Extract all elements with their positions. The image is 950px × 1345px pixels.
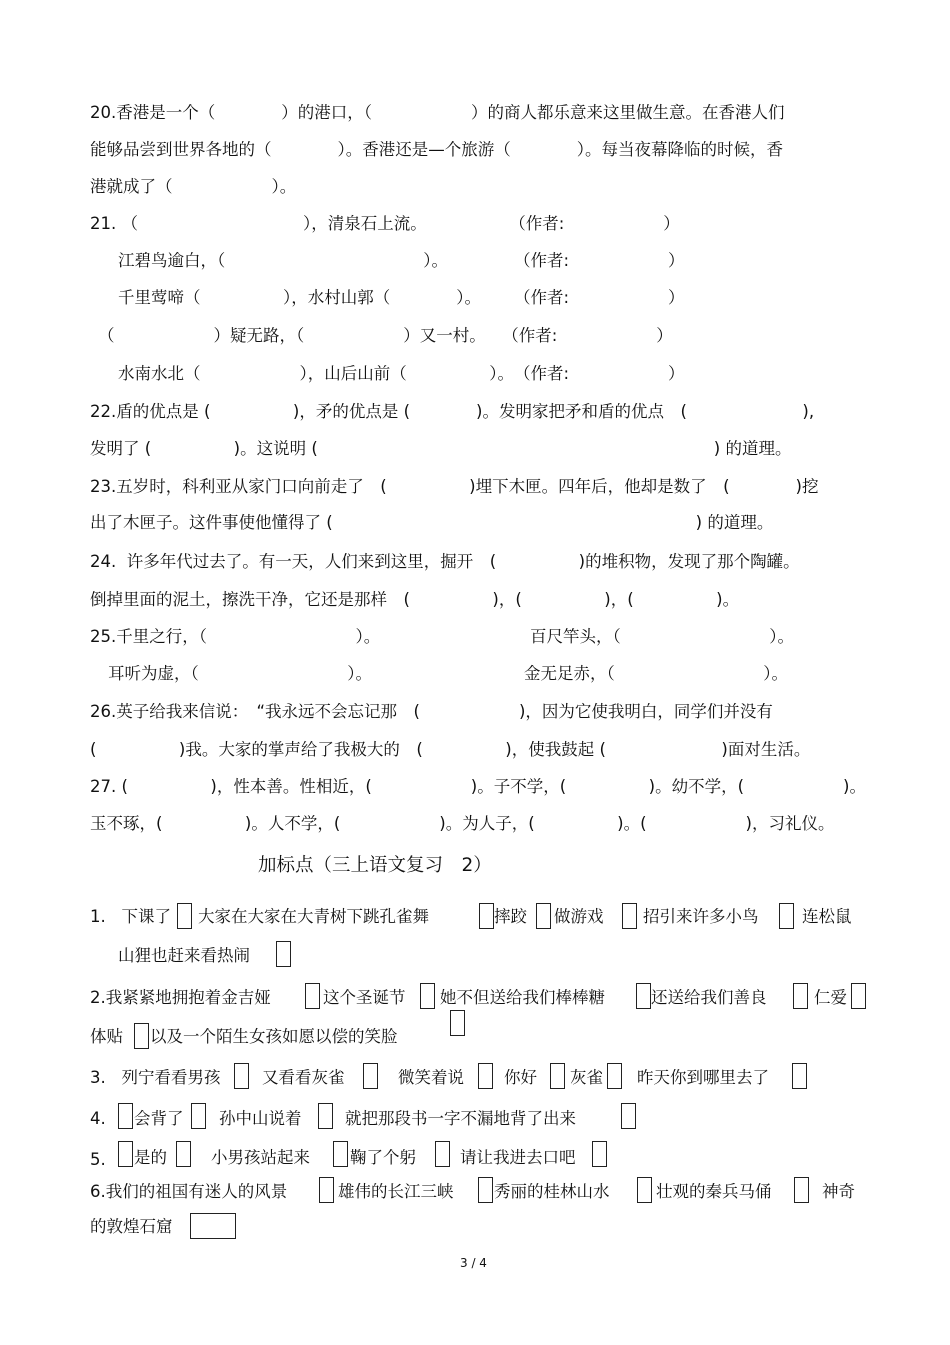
punctuation-box[interactable]: [276, 941, 291, 967]
punctuation-box[interactable]: [478, 1177, 493, 1203]
punctuation-box[interactable]: [363, 1063, 378, 1089]
p2-seg-5: 体贴: [90, 1027, 123, 1046]
p1-seg-5: 连松鼠: [802, 907, 852, 926]
p3-seg-0: 3. 列宁看看男孩: [90, 1068, 221, 1087]
p2-seg-1: 这个圣诞节: [323, 988, 406, 1007]
p1-seg-4: 招引来许多小鸟: [643, 907, 759, 926]
punctuation-box[interactable]: [305, 983, 320, 1009]
p1-seg-0: 1. 下课了: [90, 907, 171, 926]
p1-seg-1: 大家在大家在大青树下跳孔雀舞: [198, 907, 429, 926]
q21-line5: 水南水北（ ），山后山前（ ）。 （作者: ）: [118, 364, 685, 383]
q24-line1: 24. 许多年代过去了。有一天，人们来到这里，掘开 ( )的堆积物，发现了那个陶罐。: [90, 552, 800, 571]
p3-seg-4: 灰雀: [570, 1068, 603, 1087]
punctuation-box[interactable]: [420, 983, 435, 1009]
punctuation-box[interactable]: [191, 1103, 206, 1129]
punctuation-box[interactable]: [637, 1177, 652, 1203]
p6-seg-3: 壮观的秦兵马俑: [656, 1182, 772, 1201]
punctuation-box[interactable]: [621, 1103, 636, 1129]
q21-line2: 江碧鸟逾白，（ ）。 （作者: ）: [118, 251, 685, 270]
punctuation-box[interactable]: [134, 1023, 149, 1049]
q26-line2: ( )我。大家的掌声给了我极大的 ( )，使我鼓起 ( )面对生活。: [90, 740, 811, 759]
punctuation-box[interactable]: [234, 1063, 249, 1089]
punctuation-box[interactable]: [118, 1141, 133, 1167]
q23-line1: 23.五岁时，科利亚从家门口向前走了 ( )埋下木匣。四年后，他却是数了 ( )挖: [90, 477, 819, 496]
q27-line2: 玉不琢，( )。人不学，( )。为人子，( )。( )，习礼仪。: [90, 814, 835, 833]
section-title: 加标点（三上语文复习 2）: [258, 855, 492, 876]
q24-line2: 倒掉里面的泥土，擦洗干净，它还是那样 ( )，( )，( )。: [90, 590, 740, 609]
q21-line4: （ ）疑无路，（ ）又一村。 （作者: ）: [98, 326, 673, 345]
q25-line1b: 百尺竿头，（ ）。: [530, 627, 794, 646]
q22-line1: 22.盾的优点是 ( )，矛的优点是 ( )。发明家把矛和盾的优点 ( ),: [90, 402, 815, 421]
p5-seg-3: 鞠了个躬: [350, 1148, 416, 1167]
q26-line1: 26.英子给我来信说： “我永远不会忘记那 ( )，因为它使我明白，同学们并没有: [90, 702, 773, 721]
p4-seg-0: 4.: [90, 1109, 106, 1128]
punctuation-box[interactable]: [592, 1141, 607, 1167]
p6-seg-1: 雄伟的长江三峡: [338, 1182, 454, 1201]
p3-seg-3: 你好: [504, 1068, 537, 1087]
p4-seg-1: 会背了: [134, 1109, 184, 1128]
punctuation-box[interactable]: [177, 903, 192, 929]
p2-seg-4: 仁爱: [814, 988, 847, 1007]
p6-seg-2: 秀丽的桂林山水: [494, 1182, 610, 1201]
q25-line2b: 金无足赤，（ ）。: [524, 664, 788, 683]
q27-line1: 27. ( )，性本善。性相近，( )。子不学，( )。幼不学，( )。: [90, 777, 866, 796]
punctuation-box[interactable]: [478, 1063, 493, 1089]
p3-seg-1: 又看看灰雀: [262, 1068, 345, 1087]
punctuation-box[interactable]: [779, 903, 794, 929]
punctuation-box[interactable]: [479, 903, 494, 929]
punctuation-box[interactable]: [550, 1063, 565, 1089]
p6-seg-4: 神奇: [822, 1182, 855, 1201]
p5-seg-0: 5.: [90, 1150, 106, 1169]
q25-line2a: 耳听为虚，（ ）。: [108, 664, 372, 683]
p5-seg-1: 是的: [134, 1148, 167, 1167]
punctuation-box[interactable]: [636, 983, 651, 1009]
punctuation-box[interactable]: [118, 1103, 133, 1129]
p1-seg-2: 摔跤: [494, 907, 527, 926]
q21-line3: 千里莺啼（ ），水村山郭（ ）。 （作者: ）: [118, 288, 685, 307]
punctuation-box[interactable]: [792, 1063, 807, 1089]
punctuation-box[interactable]: [607, 1063, 622, 1089]
q20-line1: 20.香港是一个（ ）的港口，（ ）的商人都乐意来这里做生意。在香港人们: [90, 103, 785, 122]
p1-seg-6: 山狸也赶来看热闹: [118, 946, 250, 965]
p5-seg-4: 请让我进去口吧: [460, 1148, 576, 1167]
p1-seg-3: 做游戏: [554, 907, 604, 926]
q23-line2: 出了木匣子。这件事使他懂得了 ( ) 的道理。: [90, 513, 774, 532]
p3-seg-2: 微笑着说: [398, 1068, 464, 1087]
p4-seg-3: 就把那段书一字不漏地背了出来: [345, 1109, 576, 1128]
q20-line2: 能够品尝到世界各地的（ ）。香港还是—个旅游（ ）。每当夜幕降临的时候，香: [90, 140, 783, 159]
q20-line3: 港就成了（ ）。: [90, 177, 297, 196]
punctuation-box[interactable]: [536, 903, 551, 929]
punctuation-box[interactable]: [319, 1177, 334, 1203]
q25-line1a: 25.千里之行，（ ）。: [90, 627, 381, 646]
p6-seg-0: 6.我们的祖国有迷人的风景: [90, 1182, 288, 1201]
page-number: 3 / 4: [460, 1256, 487, 1270]
p6-seg-5: 的敦煌石窟: [90, 1217, 173, 1236]
punctuation-box[interactable]: [435, 1141, 450, 1167]
p2-seg-0: 2.我紧紧地拥抱着金吉娅: [90, 988, 271, 1007]
punctuation-box[interactable]: [333, 1141, 348, 1167]
p2-seg-3: 还送给我们善良: [651, 988, 767, 1007]
punctuation-box[interactable]: [190, 1213, 236, 1239]
punctuation-box[interactable]: [851, 983, 866, 1009]
punctuation-box[interactable]: [450, 1010, 465, 1036]
punctuation-box[interactable]: [793, 983, 808, 1009]
punctuation-box[interactable]: [318, 1103, 333, 1129]
punctuation-box[interactable]: [622, 903, 637, 929]
p2-seg-2: 她不但送给我们棒棒糖: [440, 988, 605, 1007]
q21-line1: 21. （ ），清泉石上流。 （作者: ）: [90, 214, 680, 233]
q22-line2: 发明了 ( )。这说明 ( ) 的道理。: [90, 439, 792, 458]
punctuation-box[interactable]: [176, 1141, 191, 1167]
punctuation-box[interactable]: [794, 1177, 809, 1203]
p3-seg-5: 昨天你到哪里去了: [637, 1068, 769, 1087]
p2-seg-6: 以及一个陌生女孩如愿以偿的笑脸: [150, 1027, 398, 1046]
p5-seg-2: 小男孩站起来: [211, 1148, 310, 1167]
p4-seg-2: 孙中山说着: [219, 1109, 302, 1128]
